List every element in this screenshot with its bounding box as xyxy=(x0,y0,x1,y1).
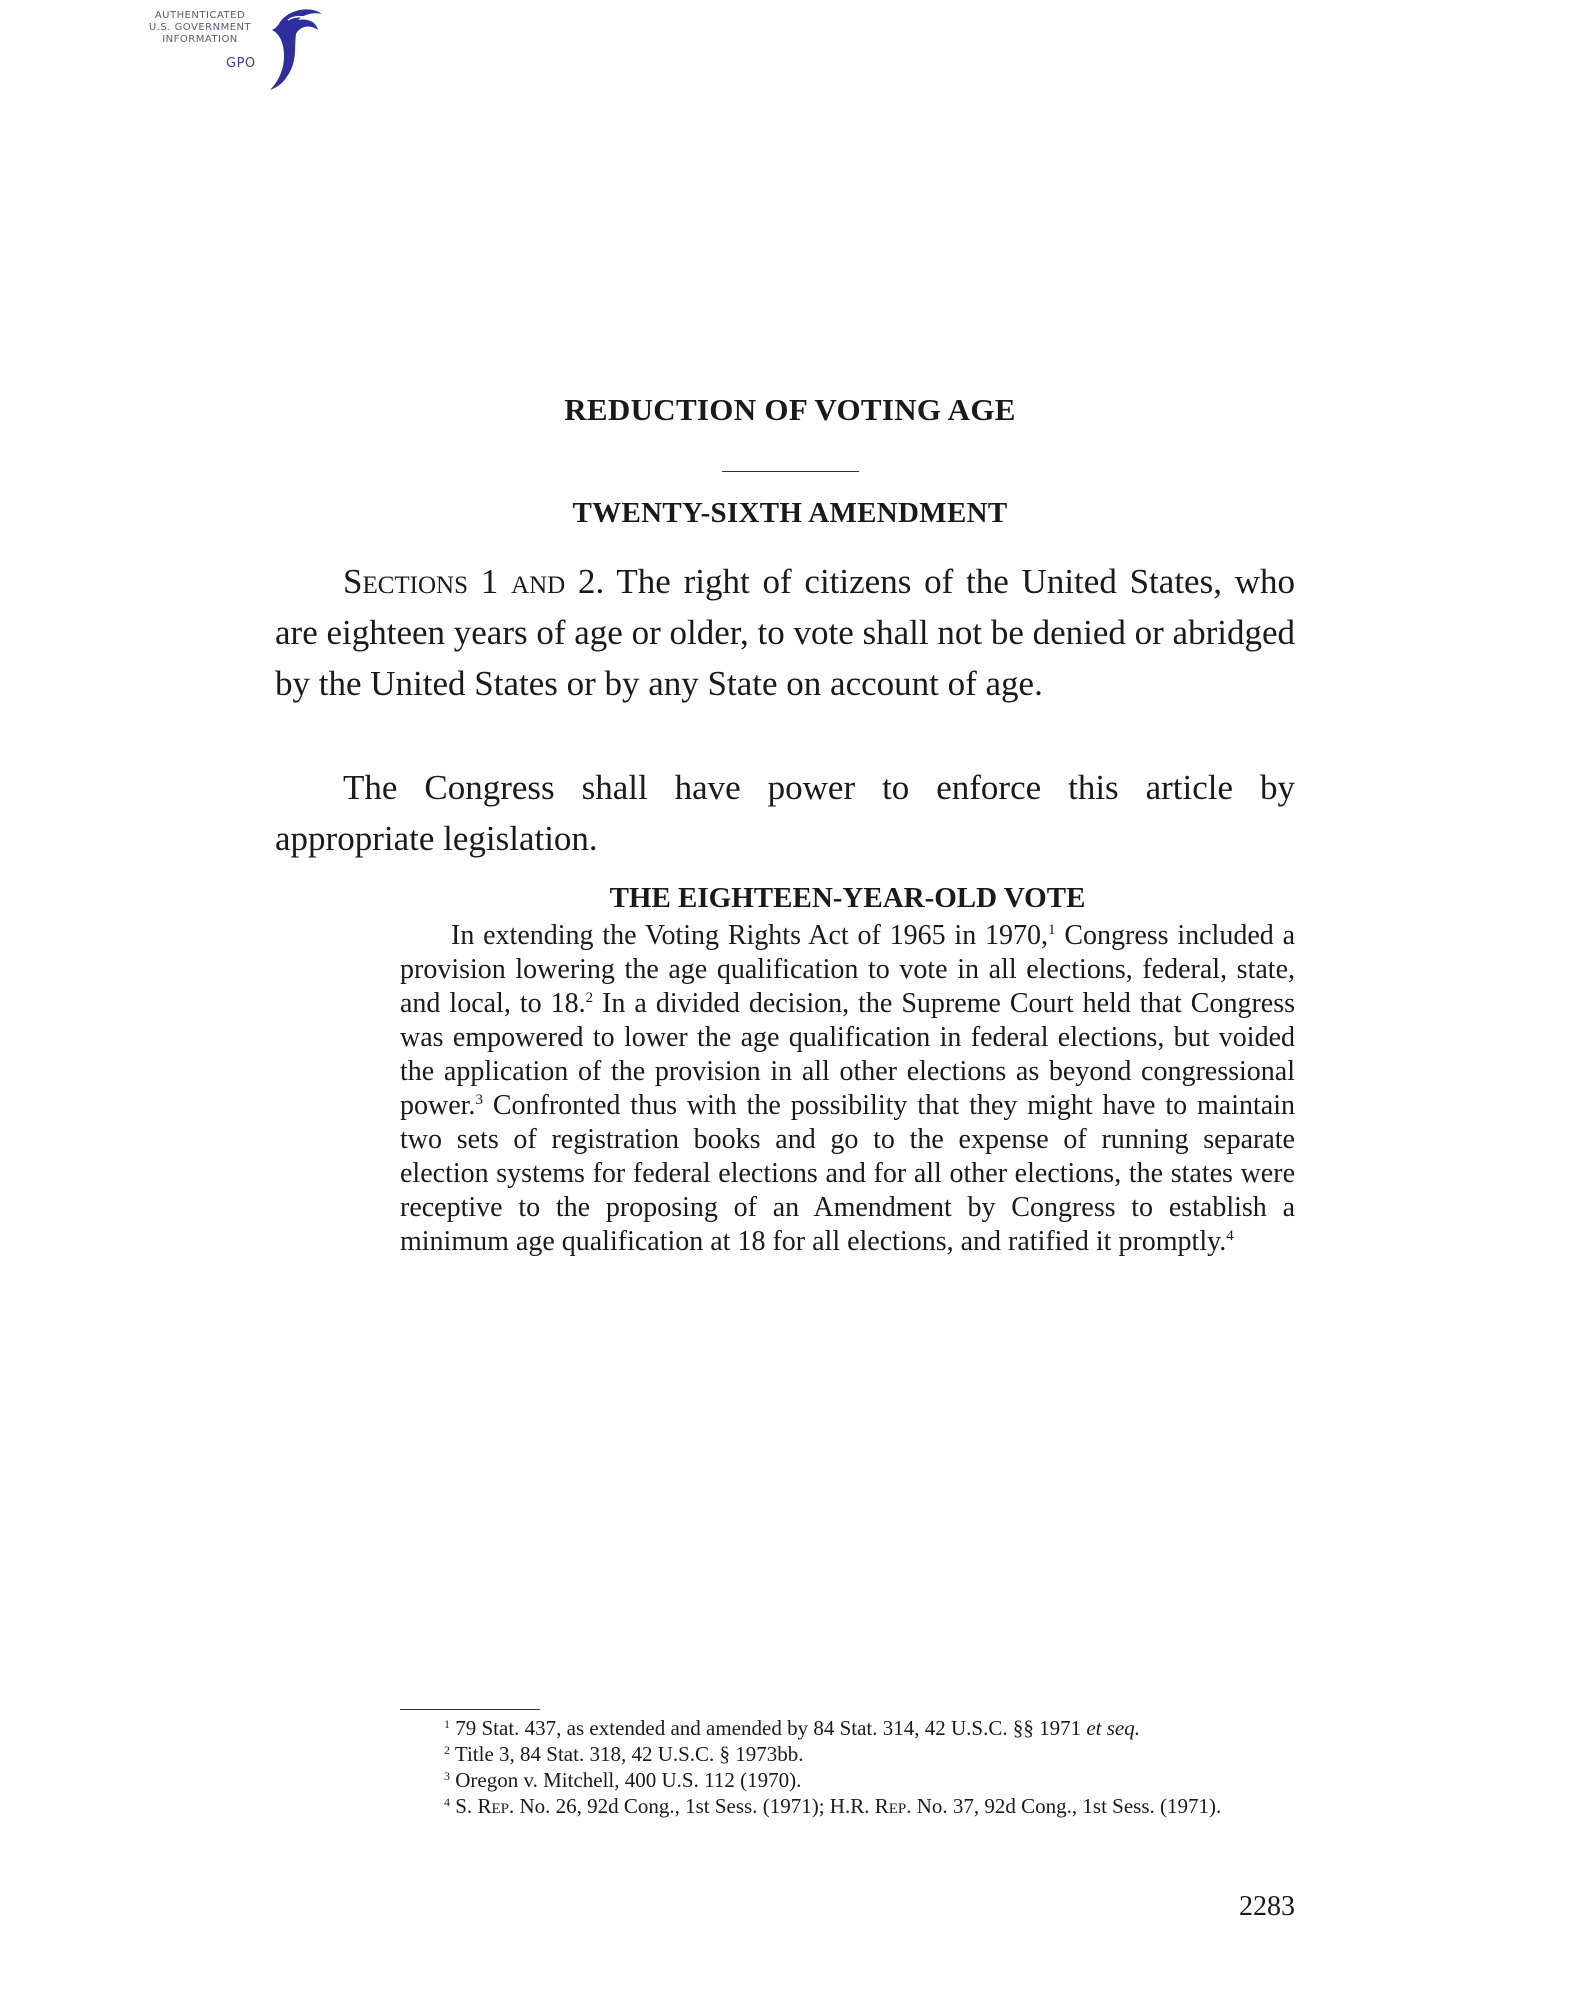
amendment-section-1 xyxy=(275,556,1295,709)
footnote-2-number: 2 xyxy=(444,1743,450,1757)
footnote-3 xyxy=(400,1767,1295,1793)
commentary-text-1: In extending the Voting Rights Act of 1965 in 1970, xyxy=(451,920,1049,951)
page-title: REDUCTION OF VOTING AGE xyxy=(564,392,1016,427)
footnotes xyxy=(400,1715,1295,1819)
commentary-text-2: Congress included a provision lowering the age qualification to vote in all elections, federal, state, and local, to 18. xyxy=(400,920,1296,1019)
seal-text xyxy=(130,10,270,46)
footnote-divider xyxy=(400,1709,540,1710)
seal-line-3: INFORMATION xyxy=(162,34,238,45)
gpo-authentication-seal xyxy=(130,4,340,94)
seal-line-2: U.S. GOVERNMENT xyxy=(148,22,252,33)
footnote-ref-2[interactable]: 2 xyxy=(585,990,594,1006)
section-label: Sections 1 and 2. xyxy=(343,562,605,601)
title-divider xyxy=(722,471,859,472)
commentary-heading: THE EIGHTEEN-YEAR-OLD VOTE xyxy=(609,882,1086,914)
footnote-ref-3[interactable]: 3 xyxy=(475,1092,483,1108)
footnote-ref-4[interactable]: 4 xyxy=(1226,1228,1234,1244)
commentary-paragraph xyxy=(400,919,1295,1259)
commentary-text-4: Confronted thus with the possibility that they might have to maintain two sets of registration books and go to the expense of running separate election systems for federal elections and for all other elections, the states were receptive to the proposing of an Amendment by Congress to establish a minimum age qualification at 18 for all elections, and ratified it promptly. xyxy=(400,1090,1295,1257)
footnote-4 xyxy=(400,1793,1295,1819)
amendment-title: TWENTY-SIXTH AMENDMENT xyxy=(572,497,1008,529)
commentary-text-3: In a divided decision, the Supreme Court held that Congress was empowered to lower the age qualification in federal elections, but voided the application of the provision in all other elections as beyond congressional power. xyxy=(400,988,1296,1121)
eagle-icon xyxy=(250,4,330,94)
page-number: 2283 xyxy=(1239,1891,1295,1922)
footnote-4-number: 4 xyxy=(444,1795,450,1809)
footnote-2 xyxy=(400,1741,1295,1767)
footnote-2-text: Title 3, 84 Stat. 318, 42 U.S.C. § 1973bb. xyxy=(454,1742,804,1766)
footnote-1 xyxy=(400,1715,1295,1741)
seal-line-1: AUTHENTICATED xyxy=(154,10,246,21)
footnote-1-italic: et seq. xyxy=(1086,1716,1141,1740)
amendment-section-2: The Congress shall have power to enforce this article by appropriate legislation. xyxy=(275,768,1295,858)
footnote-4-text-b: No. 26, 92d Cong., 1st Sess. (1971); H.R. xyxy=(514,1794,875,1818)
footnote-1-number: 1 xyxy=(444,1717,450,1731)
footnote-4-text-c: No. 37, 92d Cong., 1st Sess. (1971). xyxy=(911,1794,1222,1818)
seal-gpo-text: GPO xyxy=(226,56,256,71)
footnote-4-rep-2: Rep. xyxy=(874,1794,912,1818)
footnote-4-text-a: S. xyxy=(455,1794,478,1818)
footnote-ref-1[interactable]: 1 xyxy=(1048,922,1056,938)
footnote-1-text: 79 Stat. 437, as extended and amended by 84 Stat. 314, 42 U.S.C. §§ 1971 xyxy=(455,1716,1087,1740)
section-1-text: The right of citizens of the United States, who are eighteen years of age or older, to vote shall not be denied or abridged by the United States or by any State on account of age. xyxy=(275,562,1296,703)
footnote-3-number: 3 xyxy=(444,1769,450,1783)
footnote-4-rep-1: Rep. xyxy=(477,1794,515,1818)
footnote-3-text: Oregon v. Mitchell, 400 U.S. 112 (1970). xyxy=(455,1768,802,1792)
